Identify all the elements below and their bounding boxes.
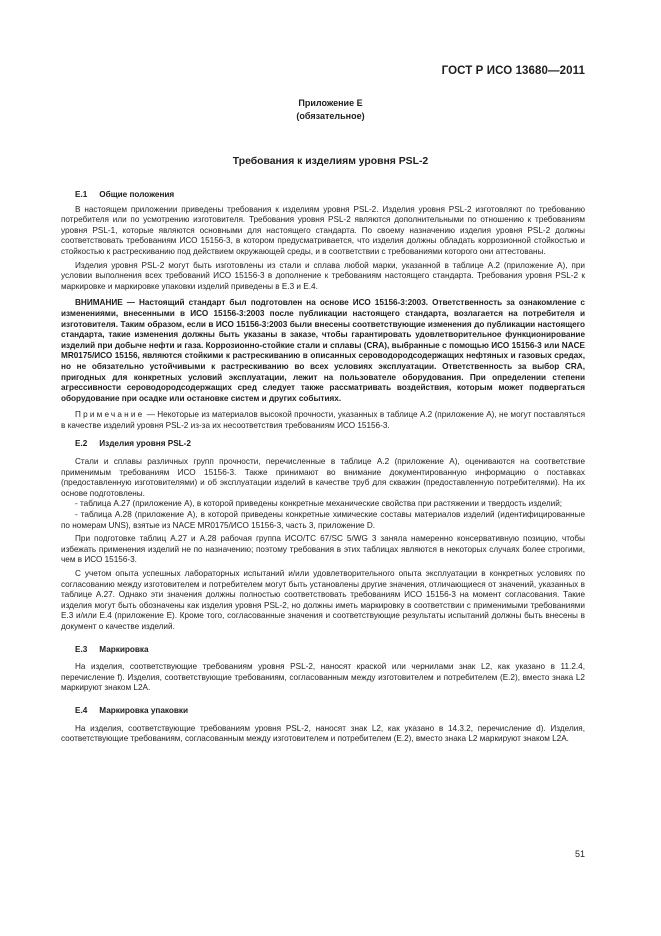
note-paragraph — [61, 410, 585, 431]
main-title: Требования к изделиям уровня PSL-2 — [232, 156, 429, 167]
section-title: Общие положения — [99, 190, 175, 199]
paragraph: В настоящем приложении приведены требования к изделиям уровня PSL-2. Изделия уровня PSL-2 изготовляют по требованию потребителя или по усмотрению изготовителя. Требования уровня PSL-2 являются дополнительными по отношению к требованиям уровня PSL-1, которые являются основными для настоящего стандарта. По своему назначению изделия уровня PSL-2 должны соответствовать требованиям ИСО 15156-3, в котором предусматривается, что изделия должны обладать коррозионной стойкостью и стойкостью к растрескиванию под действием окружающей среды, и в соответствии с требованиями которого они аттестованы. — [61, 204, 585, 256]
paragraph: При подготовке таблиц А.27 и А.28 рабочая группа ИСО/ТС 67/SC 5/WG 3 заняла намеренно консервативную позицию, чтобы избежать применения изделий не по назначению; поэтому требования в этих таблицах являются в некоторых случаях более строгими, чем в ИСО 15156-3. — [61, 534, 585, 565]
list-item: - таблица А.27 (приложение А), в которой приведены конкретные механические свойства при растяжении и твердость изделий; — [75, 499, 563, 509]
annex-status: (обязательное) — [296, 111, 365, 121]
section-number: Е.2 — [75, 439, 88, 449]
section-title: Маркировка — [99, 644, 149, 654]
section-number: Е.4 — [75, 705, 88, 715]
paragraph: На изделия, соответствующие требованиям уровня PSL-2, наносят знак L2, как указано в 14.3.2, перечисление d). Изделия, соответствующие требованиям, согласованным между изготовителем и потребителем (Е.2), вместо знака L2 маркируют знаком L2A. — [61, 723, 585, 744]
section-heading-e3 — [75, 645, 585, 656]
paragraph: Стали и сплавы различных групп прочности, перечисленные в таблице А.2 (приложение А), оцениваются на соответствие применимым требованиям ИСО 15156-3. Также принимают во внимание документированную информацию о поставках (предоставленную изготовителями) и об эксплуатации изделий в качестве труб для скважин (предоставленную потребителями). На их основе подготовлены. — [61, 457, 585, 498]
section-heading-e2 — [75, 439, 585, 450]
note-text: — Некоторые из материалов высокой прочности, указанных в таблице А.2 (приложение А), не могут поставляться в качестве изделий уровня PSL-2 из-за их несоответствия требованиям ИСО 15156-3. — [61, 410, 585, 430]
paragraph: На изделия, соответствующие требованиям уровня PSL-2, наносят краской или чернилами знак L2, как указано в 11.2.4, перечисление f). Изделия, соответствующие требованиям, согласованным между изготовителем и потребителем (Е.2), вместо знака L2 маркируют знаком L2A. — [61, 662, 585, 693]
document-code: ГОСТ Р ИСО 13680—2011 — [441, 65, 585, 77]
section-title: Маркировка упаковки — [99, 705, 189, 715]
section-number: Е.3 — [75, 644, 88, 654]
paragraph: С учетом опыта успешных лабораторных испытаний и/или удовлетворительного опыта эксплуатации в конкретных условиях по согласованию между изготовителем и потребителем могут быть установлены другие значения, отличающиеся от значений, указанных в таблице А.27. Однако эти значения должны полностью соответствовать требованиям ИСО 15156-3 на момент согласования. Такие изделия могут быть обозначены как изделия уровня PSL-2, но должны иметь маркировку в соответствии с применимыми требованиями Е.3 и/или Е.4 (приложение Е). Кроме того, согласованные значения и соответствующие результаты испытаний должны быть внесены в документ о качестве изделий. — [61, 569, 585, 631]
note-label: Примечание — [75, 410, 145, 420]
list-item: - таблица А.28 (приложение А), в которой приведены конкретные химические составы материалов изделий (идентифицированные по номерам UNS), взятые из NACE MR0175/ИСО 15156-3, часть 3, приложение D. — [61, 510, 585, 530]
paragraph: Изделия уровня PSL-2 могут быть изготовлены из стали и сплава любой марки, указанной в таблице А.2 (приложение А), при условии выполнения всех требований ИСО 15156-3 в дополнение к требованиям настоящего стандарта. Требования уровня PSL-2 к маркировке и маркировке упаковки изделий приведены в Е.3 и Е.4. — [61, 260, 585, 291]
page-number: 51 — [574, 849, 585, 859]
warning-paragraph: ВНИМАНИЕ — Настоящий стандарт был подготовлен на основе ИСО 15156-3:2003. Ответственность за ознакомление с изменениями, внесенными в ИСО 15156-3:2003 после публикации настоящего стандарта, возлагается на потребителя и изготовителя. Таким образом, если в ИСО 15156-3:2003 были внесены соответствующие изменения до публикации настоящего стандарта, такие изменения должны быть указаны в заказе, чтобы гарантировать удовлетворительное функционирование изделий при добыче нефти и газа. Коррозионно-стойкие стали и сплавы (CRA), выбранные с помощью ИСО 15156-3 или NACE MR0175/ИСО 15156, являются стойкими к растрескиванию в описанных сероводородсодержащих нефтяных и газовых средах, но не обязательно устойчивыми к растрескиванию во всех условиях эксплуатации. Ответственность за выбор CRA, пригодных для конкретных условий эксплуатации, лежит на пользователе оборудования. При определении степени агрессивности сероводородсодержащих сред следует также рассматривать воздействия, которым может подвергаться оборудование при осадке или остановке систем и других событиях. — [61, 298, 585, 403]
section-heading-e1 — [75, 190, 585, 201]
annex-title: Приложение Е — [298, 98, 363, 108]
section-heading-e4 — [75, 706, 585, 717]
document-body — [61, 188, 585, 748]
section-number: Е.1 — [75, 190, 88, 199]
section-title: Изделия уровня PSL-2 — [99, 439, 191, 449]
